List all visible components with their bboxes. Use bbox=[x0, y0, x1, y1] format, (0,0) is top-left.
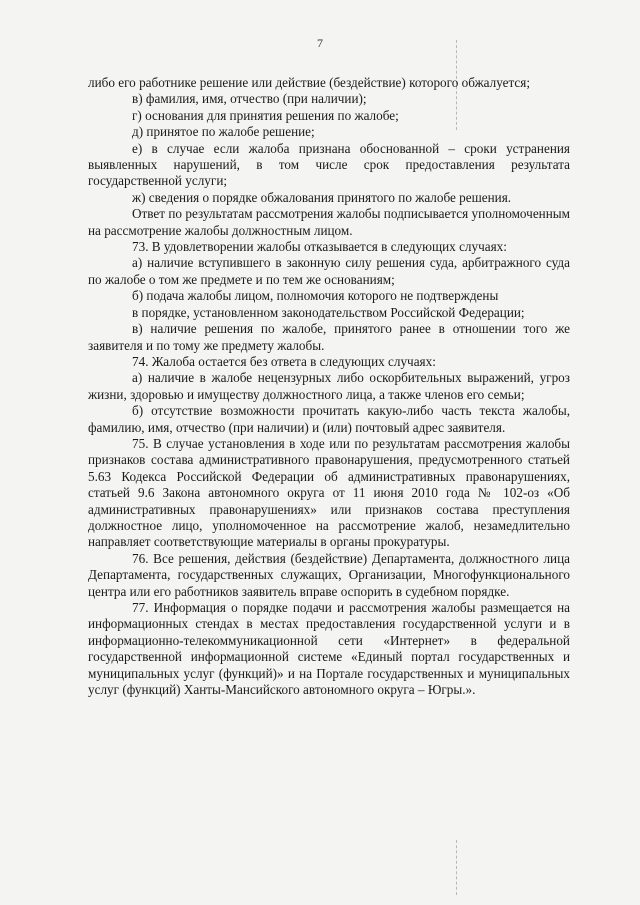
paragraph: б) подача жалобы лицом, полномочия которого не подтверждены bbox=[132, 288, 499, 304]
paragraph: 77. Информация о порядке подачи и рассмотрения жалобы размещается на информационных стендах в местах предоставления государственной услуги и в информационно-телекоммуникационной сети «Интернет» в федеральной государственной информационной системе «Единый портал государственных и муниципальных услуг (функций)» и на Портале государственных и муниципальных услуг (функций) Ханты-Мансийского автономного округа – Югры.». bbox=[88, 600, 570, 698]
paragraph: 74. Жалоба остается без ответа в следующих случаях: bbox=[132, 353, 436, 369]
paragraph: ж) сведения о порядке обжалования принятого по жалобе решения. bbox=[132, 189, 512, 205]
paragraph: д) принятое по жалобе решение; bbox=[132, 124, 315, 140]
page-number: 7 bbox=[317, 36, 323, 50]
paragraph: 76. Все решения, действия (бездействие) Департамента, должностного лица Департамента, государственных служащих, Организации, Многофункционального центра или его работников заявитель вправе оспорить в судебном порядке. bbox=[88, 550, 570, 599]
paragraph: в) наличие решения по жалобе, принятого ранее в отношении того же заявителя и по тому же предмету жалобы. bbox=[88, 321, 570, 353]
document-body bbox=[88, 75, 570, 698]
paragraph: Ответ по результатам рассмотрения жалобы подписывается уполномоченным на рассмотрение жалобы должностным лицом. bbox=[88, 206, 570, 238]
paragraph: е) в случае если жалоба признана обоснованной – сроки устранения выявленных нарушений, в том числе срок предоставления результата государственной услуги; bbox=[88, 140, 570, 189]
paragraph: б) отсутствие возможности прочитать какую-либо часть текста жалобы, фамилию, имя, отчество (при наличии) и (или) почтовый адрес заявителя. bbox=[88, 403, 570, 435]
paragraph: а) наличие в жалобе нецензурных либо оскорбительных выражений, угроз жизни, здоровью и имуществу должностного лица, а также членов его семьи; bbox=[88, 370, 570, 402]
paragraph: а) наличие вступившего в законную силу решения суда, арбитражного суда по жалобе о том же предмете и по тем же основаниям; bbox=[88, 255, 570, 287]
paragraph: в порядке, установленном законодательством Российской Федерации; bbox=[132, 304, 525, 320]
paragraph: г) основания для принятия решения по жалобе; bbox=[132, 107, 399, 123]
paragraph: в) фамилия, имя, отчество (при наличии); bbox=[132, 91, 367, 107]
paragraph: 73. В удовлетворении жалобы отказывается в следующих случаях: bbox=[132, 239, 507, 255]
paragraph: 75. В случае установления в ходе или по результатам рассмотрения жалобы признаков состава административного правонарушения, предусмотренного статьей 5.63 Кодекса Российской Федерации об административных правонарушениях, статьей 9.6 Закона автономного округа от 11 июня 2010 года № 102-оз «Об административных правонарушениях» или признаков состава преступления должностное лицо, уполномоченное на рассмотрение жалоб, незамедлительно направляет соответствующие материалы в органы прокуратуры. bbox=[88, 435, 570, 550]
paragraph: либо его работнике решение или действие (бездействие) которого обжалуется; bbox=[88, 75, 531, 90]
scan-artifact-line bbox=[456, 840, 458, 895]
